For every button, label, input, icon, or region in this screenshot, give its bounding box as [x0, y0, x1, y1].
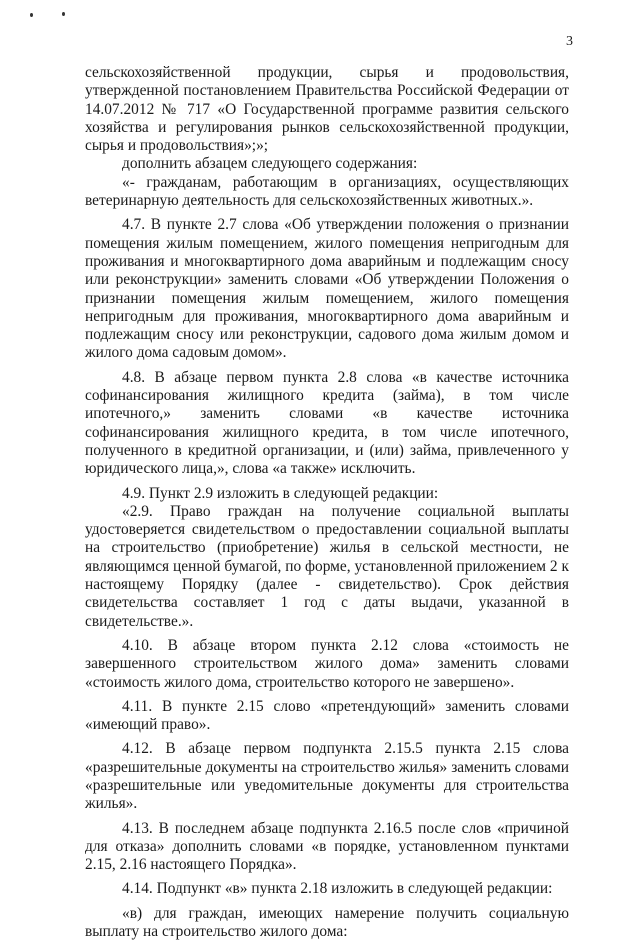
paragraph-4-10: 4.10. В абзаце втором пункта 2.12 слова «стоимость не завершенного строительством жилого дома» заменить словами «стоимость жилого дома, строительство которого не завершено». [85, 636, 569, 691]
paragraph-2-9-text: «2.9. Право граждан на получение социальной выплаты удостоверяется свидетельством о предоставлении социальной выплаты на строительство (приобретение) жилья в сельской местности, не являющимся ценной бумагой, по форме, установленной приложением 2 к настоящему Порядку (далее - свидетельство). Срок действия свидетельства составляет 1 год с даты выдачи, указанной в свидетельстве.». [85, 502, 569, 630]
paragraph-continuation: сельскохозяйственной продукции, сырья и продовольствия, утвержденной постановлением Правительства Российской Федерации от 14.07.2012 № 717 «О Государственной программе развития сельского хозяйства и регулирования рынков сельскохозяйственной продукции, сырья и продовольствия»;»; [85, 64, 569, 155]
paragraph-4-7: 4.7. В пункте 2.7 слова «Об утверждении положения о признании помещения жилым помещением, жилого помещения непригодным для проживания и многоквартирного дома аварийным и подлежащим сносу или реконструкции» заменить словами «Об утверждении Положения о признании помещения жилым помещением, жилого помещения непригодным для проживания, многоквартирного дома аварийным и подлежащим сносу или реконструкции, садового дома жилым домом и жилого дома садовым домом». [85, 216, 569, 362]
scan-mark [62, 12, 65, 16]
paragraph-4-13: 4.13. В последнем абзаце подпункта 2.16.5 после слов «причиной для отказа» дополнить словами «в порядке, установленном пунктами 2.15, 2.16 настоящего Порядка». [85, 819, 569, 874]
paragraph-quoted-addition: «- гражданам, работающим в организациях, осуществляющих ветеринарную деятельность для сельскохозяйственных животных.». [85, 173, 569, 210]
paragraph-4-12: 4.12. В абзаце первом подпункта 2.15.5 пункта 2.15 слова «разрешительные документы на строительство жилья» заменить словами «разрешительные или уведомительные документы для строительства жилья». [85, 740, 569, 813]
paragraph-4-14: 4.14. Подпункт «в» пункта 2.18 изложить в следующей редакции: [122, 880, 553, 898]
scan-mark [30, 13, 33, 17]
paragraph-4-9: 4.9. Пункт 2.9 изложить в следующей редакции: [122, 484, 439, 502]
paragraph-4-8: 4.8. В абзаце первом пункта 2.8 слова «в качестве источника софинансирования жилищного кредита (займа), в том числе ипотечного,» заменить словами «в качестве источника софинансирования жилищного кредита, в том числе ипотечного, полученного в кредитной организации, и (или) займа, привлеченного у юридического лица,», слова «а также» исключить. [85, 368, 569, 478]
paragraph-supplement-intro: дополнить абзацем следующего содержания: [122, 155, 418, 173]
page-number: 3 [566, 34, 573, 49]
document-body [85, 64, 569, 941]
paragraph-4-11: 4.11. В пункте 2.15 слово «претендующий» заменить словами «имеющий право». [85, 697, 569, 734]
paragraph-subitem-v: «в) для граждан, имеющих намерение получить социальную выплату на строительство жилого дома: [85, 904, 569, 941]
